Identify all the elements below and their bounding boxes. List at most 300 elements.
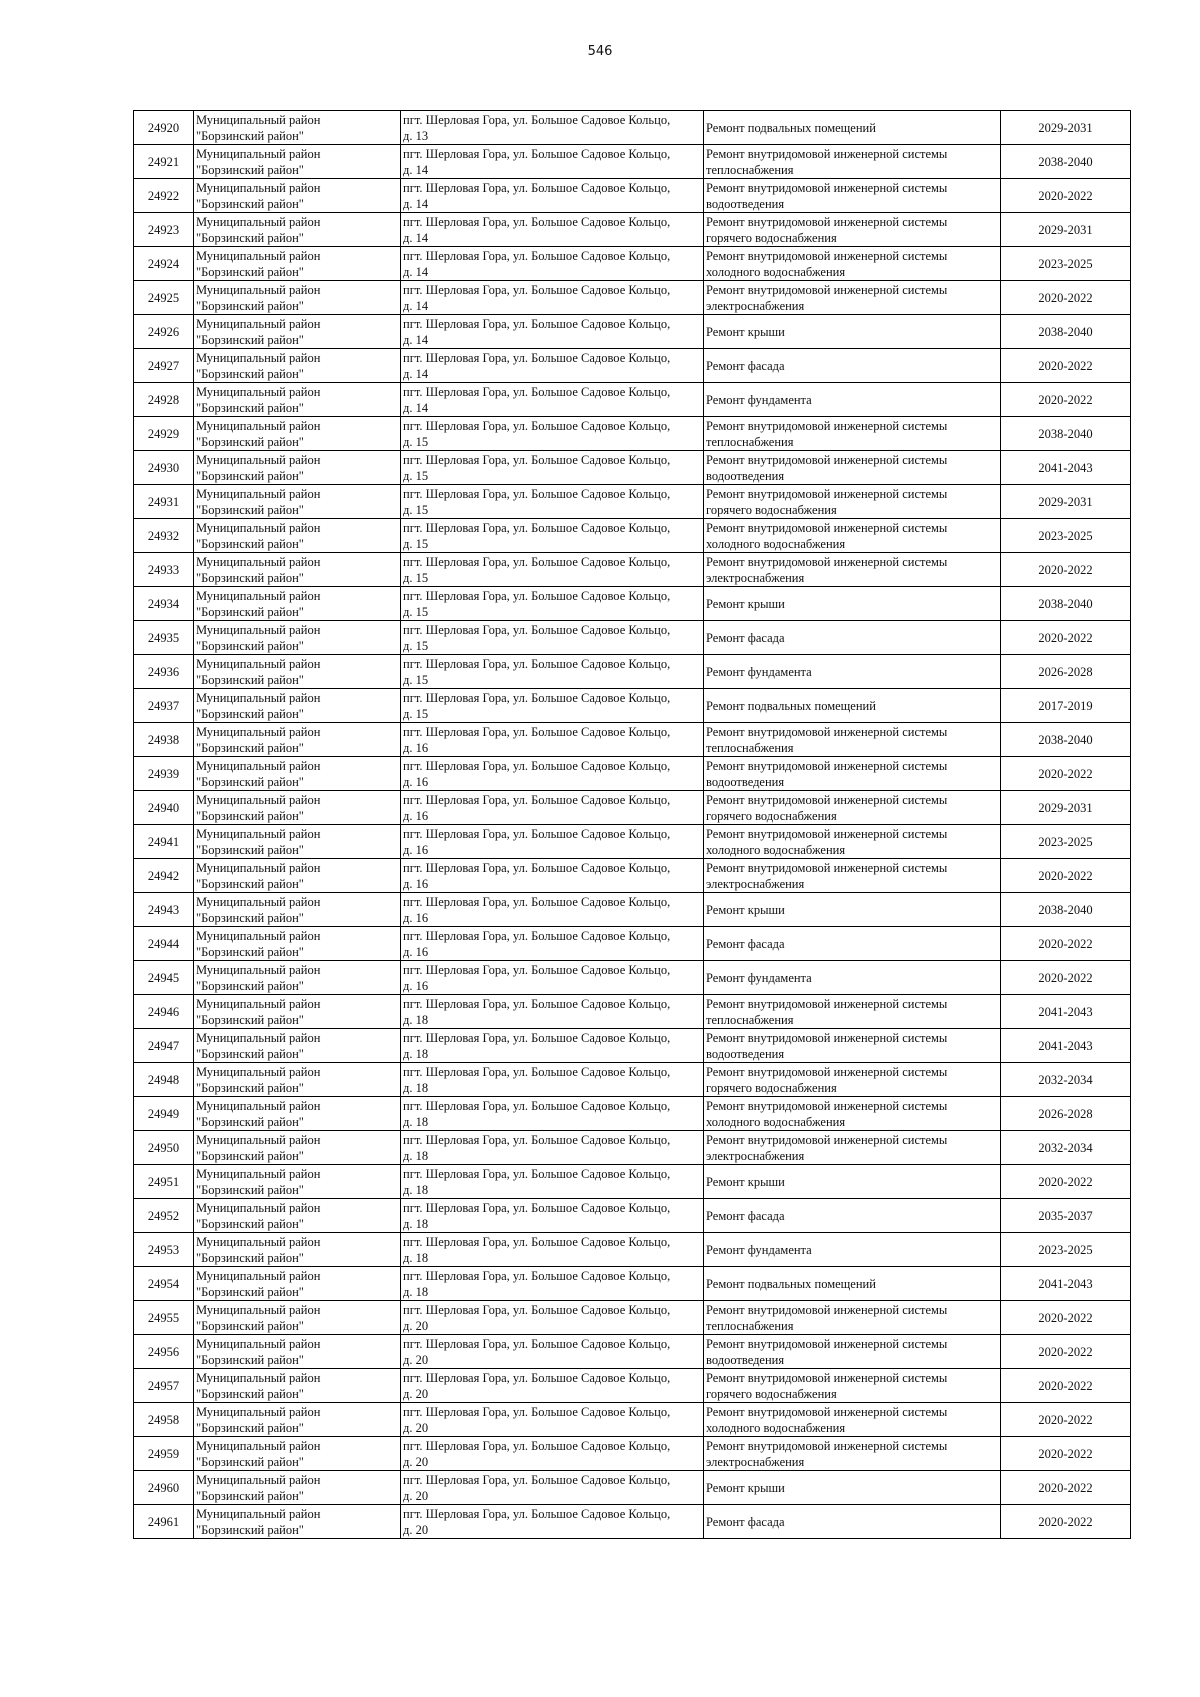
cell-municipality	[194, 859, 401, 893]
cell-address-line: пгт. Шерловая Гора, ул. Большое Садовое Кольцо,	[403, 146, 671, 161]
cell-municipality-line: "Борзинский район"	[196, 638, 304, 653]
cell-address-line: пгт. Шерловая Гора, ул. Большое Садовое Кольцо,	[403, 1370, 671, 1385]
cell-municipality-line: Муниципальный район	[196, 826, 321, 841]
cell-municipality-line: "Борзинский район"	[196, 468, 304, 483]
cell-municipality-line: Муниципальный район	[196, 112, 321, 127]
repair-schedule-table	[133, 110, 1131, 1539]
cell-address-line: пгт. Шерловая Гора, ул. Большое Садовое Кольцо,	[403, 554, 671, 569]
cell-work-type	[704, 723, 1001, 757]
cell-municipality-line: "Борзинский район"	[196, 808, 304, 823]
cell-address	[401, 1301, 704, 1335]
cell-work-type-line: Ремонт внутридомовой инженерной системы	[706, 1302, 948, 1317]
cell-period: 2026-2028	[1001, 1097, 1131, 1131]
cell-municipality	[194, 1267, 401, 1301]
cell-municipality-line: Муниципальный район	[196, 1030, 321, 1045]
cell-municipality	[194, 1471, 401, 1505]
cell-address-line: пгт. Шерловая Гора, ул. Большое Садовое Кольцо,	[403, 1132, 671, 1147]
cell-period: 2023-2025	[1001, 1233, 1131, 1267]
cell-record-number: 24952	[134, 1199, 194, 1233]
cell-record-number: 24934	[134, 587, 194, 621]
cell-record-number: 24935	[134, 621, 194, 655]
cell-work-type-line: Ремонт крыши	[706, 596, 785, 611]
cell-municipality	[194, 655, 401, 689]
cell-municipality	[194, 1199, 401, 1233]
cell-address-line: пгт. Шерловая Гора, ул. Большое Садовое Кольцо,	[403, 418, 671, 433]
table-row	[134, 1131, 1131, 1165]
cell-work-type-line: электроснабжения	[706, 1454, 805, 1469]
cell-municipality-line: "Борзинский район"	[196, 298, 304, 313]
table-row	[134, 1437, 1131, 1471]
cell-work-type-line: Ремонт фасада	[706, 936, 785, 951]
cell-work-type-line: Ремонт внутридомовой инженерной системы	[706, 146, 948, 161]
cell-work-type-line: водоотведения	[706, 1352, 785, 1367]
cell-municipality-line: Муниципальный район	[196, 724, 321, 739]
cell-work-type	[704, 927, 1001, 961]
cell-work-type-line: Ремонт подвальных помещений	[706, 120, 876, 135]
cell-period: 2029-2031	[1001, 791, 1131, 825]
cell-address-line: пгт. Шерловая Гора, ул. Большое Садовое Кольцо,	[403, 758, 671, 773]
cell-municipality-line: "Борзинский район"	[196, 706, 304, 721]
cell-address	[401, 1267, 704, 1301]
cell-record-number: 24929	[134, 417, 194, 451]
cell-record-number: 24932	[134, 519, 194, 553]
cell-municipality-line: "Борзинский район"	[196, 1454, 304, 1469]
cell-address-line: пгт. Шерловая Гора, ул. Большое Садовое Кольцо,	[403, 894, 671, 909]
table-row	[134, 1505, 1131, 1539]
table-body	[134, 111, 1131, 1539]
cell-municipality-line: "Борзинский район"	[196, 1522, 304, 1537]
cell-address	[401, 417, 704, 451]
cell-record-number: 24955	[134, 1301, 194, 1335]
cell-record-number: 24961	[134, 1505, 194, 1539]
cell-municipality-line: "Борзинский район"	[196, 1352, 304, 1367]
cell-record-number: 24936	[134, 655, 194, 689]
cell-address-line: д. 16	[403, 842, 429, 857]
cell-work-type-line: Ремонт внутридомовой инженерной системы	[706, 826, 948, 841]
cell-work-type-line: Ремонт крыши	[706, 324, 785, 339]
cell-municipality-line: "Борзинский район"	[196, 876, 304, 891]
cell-address-line: пгт. Шерловая Гора, ул. Большое Садовое Кольцо,	[403, 792, 671, 807]
cell-record-number: 24921	[134, 145, 194, 179]
cell-municipality-line: Муниципальный район	[196, 350, 321, 365]
cell-work-type	[704, 961, 1001, 995]
cell-municipality-line: Муниципальный район	[196, 758, 321, 773]
cell-municipality	[194, 791, 401, 825]
cell-municipality-line: "Борзинский район"	[196, 332, 304, 347]
cell-municipality	[194, 553, 401, 587]
cell-municipality-line: Муниципальный район	[196, 486, 321, 501]
cell-address-line: д. 18	[403, 1012, 429, 1027]
table-row	[134, 961, 1131, 995]
cell-work-type-line: Ремонт фасада	[706, 630, 785, 645]
cell-period: 2038-2040	[1001, 587, 1131, 621]
cell-address	[401, 1369, 704, 1403]
cell-period: 2032-2034	[1001, 1131, 1131, 1165]
cell-municipality-line: Муниципальный район	[196, 1166, 321, 1181]
cell-municipality-line: Муниципальный район	[196, 316, 321, 331]
cell-municipality-line: Муниципальный район	[196, 1370, 321, 1385]
cell-work-type	[704, 451, 1001, 485]
cell-municipality	[194, 281, 401, 315]
cell-period: 2026-2028	[1001, 655, 1131, 689]
table-row	[134, 1199, 1131, 1233]
cell-address-line: пгт. Шерловая Гора, ул. Большое Садовое Кольцо,	[403, 486, 671, 501]
cell-address	[401, 995, 704, 1029]
cell-municipality-line: Муниципальный район	[196, 520, 321, 535]
cell-work-type-line: Ремонт внутридомовой инженерной системы	[706, 860, 948, 875]
cell-municipality-line: Муниципальный район	[196, 792, 321, 807]
table-row	[134, 587, 1131, 621]
table-row	[134, 723, 1131, 757]
cell-work-type	[704, 587, 1001, 621]
cell-work-type-line: теплоснабжения	[706, 740, 794, 755]
table-row	[134, 825, 1131, 859]
cell-address-line: д. 14	[403, 162, 429, 177]
cell-address-line: д. 18	[403, 1046, 429, 1061]
cell-record-number: 24953	[134, 1233, 194, 1267]
table-row	[134, 893, 1131, 927]
cell-record-number: 24920	[134, 111, 194, 145]
cell-work-type-line: Ремонт внутридомовой инженерной системы	[706, 1132, 948, 1147]
cell-work-type-line: Ремонт внутридомовой инженерной системы	[706, 1404, 948, 1419]
cell-work-type	[704, 1471, 1001, 1505]
cell-municipality-line: "Борзинский район"	[196, 1386, 304, 1401]
table-row	[134, 553, 1131, 587]
cell-municipality	[194, 1301, 401, 1335]
cell-municipality-line: "Борзинский район"	[196, 842, 304, 857]
table-row	[134, 1233, 1131, 1267]
cell-work-type	[704, 1369, 1001, 1403]
cell-address	[401, 315, 704, 349]
cell-address	[401, 927, 704, 961]
cell-municipality-line: Муниципальный район	[196, 1200, 321, 1215]
cell-work-type	[704, 859, 1001, 893]
cell-municipality-line: "Борзинский район"	[196, 1148, 304, 1163]
cell-municipality-line: "Борзинский район"	[196, 1420, 304, 1435]
cell-record-number: 24927	[134, 349, 194, 383]
cell-address-line: пгт. Шерловая Гора, ул. Большое Садовое Кольцо,	[403, 996, 671, 1011]
cell-address-line: д. 16	[403, 740, 429, 755]
cell-municipality-line: Муниципальный район	[196, 1302, 321, 1317]
cell-address-line: пгт. Шерловая Гора, ул. Большое Садовое Кольцо,	[403, 622, 671, 637]
cell-record-number: 24954	[134, 1267, 194, 1301]
cell-address-line: пгт. Шерловая Гора, ул. Большое Садовое Кольцо,	[403, 1268, 671, 1283]
cell-address-line: д. 14	[403, 230, 429, 245]
cell-record-number: 24931	[134, 485, 194, 519]
cell-address	[401, 179, 704, 213]
cell-work-type	[704, 1029, 1001, 1063]
cell-municipality-line: Муниципальный район	[196, 146, 321, 161]
cell-address-line: д. 16	[403, 876, 429, 891]
cell-address	[401, 1471, 704, 1505]
cell-municipality	[194, 1097, 401, 1131]
cell-municipality-line: "Борзинский район"	[196, 1216, 304, 1231]
cell-municipality	[194, 995, 401, 1029]
cell-municipality-line: Муниципальный район	[196, 554, 321, 569]
cell-work-type-line: Ремонт внутридомовой инженерной системы	[706, 1336, 948, 1351]
cell-municipality-line: "Борзинский район"	[196, 162, 304, 177]
cell-address	[401, 1063, 704, 1097]
cell-period: 2020-2022	[1001, 1505, 1131, 1539]
table-row	[134, 859, 1131, 893]
cell-municipality-line: "Борзинский район"	[196, 1080, 304, 1095]
cell-address-line: д. 20	[403, 1420, 429, 1435]
cell-work-type	[704, 349, 1001, 383]
cell-municipality	[194, 1403, 401, 1437]
cell-period: 2023-2025	[1001, 247, 1131, 281]
cell-period: 2041-2043	[1001, 1267, 1131, 1301]
cell-municipality	[194, 1369, 401, 1403]
cell-municipality	[194, 1165, 401, 1199]
cell-work-type	[704, 655, 1001, 689]
cell-municipality-line: "Борзинский район"	[196, 672, 304, 687]
cell-address-line: пгт. Шерловая Гора, ул. Большое Садовое Кольцо,	[403, 826, 671, 841]
cell-work-type	[704, 621, 1001, 655]
cell-work-type-line: Ремонт внутридомовой инженерной системы	[706, 792, 948, 807]
cell-address	[401, 587, 704, 621]
cell-address-line: д. 18	[403, 1080, 429, 1095]
cell-address-line: пгт. Шерловая Гора, ул. Большое Садовое Кольцо,	[403, 452, 671, 467]
cell-work-type-line: Ремонт фасада	[706, 358, 785, 373]
cell-period: 2032-2034	[1001, 1063, 1131, 1097]
cell-municipality-line: Муниципальный район	[196, 1438, 321, 1453]
cell-municipality	[194, 417, 401, 451]
cell-work-type	[704, 145, 1001, 179]
cell-period: 2038-2040	[1001, 315, 1131, 349]
cell-period: 2020-2022	[1001, 757, 1131, 791]
cell-period: 2020-2022	[1001, 859, 1131, 893]
cell-work-type	[704, 757, 1001, 791]
cell-address-line: пгт. Шерловая Гора, ул. Большое Садовое Кольцо,	[403, 1472, 671, 1487]
cell-work-type-line: холодного водоснабжения	[706, 1420, 846, 1435]
cell-record-number: 24951	[134, 1165, 194, 1199]
table-row	[134, 1029, 1131, 1063]
cell-record-number: 24938	[134, 723, 194, 757]
cell-address-line: д. 14	[403, 366, 429, 381]
cell-period: 2038-2040	[1001, 417, 1131, 451]
cell-address-line: д. 14	[403, 332, 429, 347]
cell-work-type-line: Ремонт внутридомовой инженерной системы	[706, 996, 948, 1011]
cell-work-type-line: Ремонт крыши	[706, 1480, 785, 1495]
cell-record-number: 24928	[134, 383, 194, 417]
cell-municipality	[194, 1063, 401, 1097]
cell-address	[401, 145, 704, 179]
cell-work-type	[704, 315, 1001, 349]
cell-municipality	[194, 315, 401, 349]
cell-address	[401, 1335, 704, 1369]
cell-record-number: 24945	[134, 961, 194, 995]
cell-municipality	[194, 689, 401, 723]
cell-address-line: д. 15	[403, 536, 429, 551]
cell-record-number: 24947	[134, 1029, 194, 1063]
cell-address	[401, 1505, 704, 1539]
cell-municipality-line: Муниципальный район	[196, 1132, 321, 1147]
cell-municipality-line: Муниципальный район	[196, 1234, 321, 1249]
table-row	[134, 281, 1131, 315]
cell-address	[401, 961, 704, 995]
cell-address-line: пгт. Шерловая Гора, ул. Большое Садовое Кольцо,	[403, 1336, 671, 1351]
cell-work-type-line: Ремонт внутридомовой инженерной системы	[706, 1030, 948, 1045]
cell-work-type-line: электроснабжения	[706, 570, 805, 585]
page-number: 546	[587, 44, 613, 59]
cell-address-line: пгт. Шерловая Гора, ул. Большое Садовое Кольцо,	[403, 1438, 671, 1453]
cell-address	[401, 1233, 704, 1267]
cell-record-number: 24941	[134, 825, 194, 859]
cell-work-type-line: Ремонт внутридомовой инженерной системы	[706, 1064, 948, 1079]
cell-period: 2020-2022	[1001, 621, 1131, 655]
cell-address-line: д. 15	[403, 502, 429, 517]
cell-record-number: 24922	[134, 179, 194, 213]
cell-address-line: пгт. Шерловая Гора, ул. Большое Садовое Кольцо,	[403, 1302, 671, 1317]
cell-municipality	[194, 383, 401, 417]
cell-address-line: пгт. Шерловая Гора, ул. Большое Садовое Кольцо,	[403, 656, 671, 671]
cell-record-number: 24956	[134, 1335, 194, 1369]
cell-period: 2023-2025	[1001, 519, 1131, 553]
cell-period: 2020-2022	[1001, 281, 1131, 315]
cell-work-type-line: водоотведения	[706, 196, 785, 211]
cell-municipality	[194, 893, 401, 927]
cell-address-line: пгт. Шерловая Гора, ул. Большое Садовое Кольцо,	[403, 928, 671, 943]
table-row	[134, 1369, 1131, 1403]
cell-address-line: пгт. Шерловая Гора, ул. Большое Садовое Кольцо,	[403, 724, 671, 739]
cell-municipality-line: Муниципальный район	[196, 180, 321, 195]
cell-record-number: 24923	[134, 213, 194, 247]
cell-work-type-line: электроснабжения	[706, 1148, 805, 1163]
cell-work-type-line: Ремонт крыши	[706, 902, 785, 917]
cell-work-type	[704, 111, 1001, 145]
cell-work-type	[704, 213, 1001, 247]
cell-address-line: д. 15	[403, 638, 429, 653]
cell-address-line: д. 14	[403, 400, 429, 415]
table-row	[134, 791, 1131, 825]
cell-municipality-line: Муниципальный район	[196, 996, 321, 1011]
cell-municipality	[194, 1437, 401, 1471]
cell-work-type-line: Ремонт внутридомовой инженерной системы	[706, 520, 948, 535]
cell-municipality	[194, 723, 401, 757]
cell-address	[401, 383, 704, 417]
cell-address-line: пгт. Шерловая Гора, ул. Большое Садовое Кольцо,	[403, 1506, 671, 1521]
cell-work-type-line: Ремонт внутридомовой инженерной системы	[706, 1438, 948, 1453]
cell-period: 2023-2025	[1001, 825, 1131, 859]
cell-address-line: пгт. Шерловая Гора, ул. Большое Садовое Кольцо,	[403, 690, 671, 705]
cell-address	[401, 689, 704, 723]
cell-work-type	[704, 689, 1001, 723]
cell-period: 2020-2022	[1001, 1335, 1131, 1369]
cell-work-type	[704, 247, 1001, 281]
cell-municipality-line: "Борзинский район"	[196, 230, 304, 245]
cell-municipality-line: Муниципальный район	[196, 282, 321, 297]
cell-work-type	[704, 1403, 1001, 1437]
cell-address-line: д. 20	[403, 1386, 429, 1401]
cell-address-line: д. 20	[403, 1454, 429, 1469]
cell-work-type-line: Ремонт внутридомовой инженерной системы	[706, 418, 948, 433]
table-row	[134, 1267, 1131, 1301]
cell-address-line: пгт. Шерловая Гора, ул. Большое Садовое Кольцо,	[403, 316, 671, 331]
cell-address	[401, 519, 704, 553]
cell-address-line: пгт. Шерловая Гора, ул. Большое Садовое Кольцо,	[403, 1234, 671, 1249]
cell-record-number: 24926	[134, 315, 194, 349]
cell-address-line: д. 15	[403, 570, 429, 585]
cell-address-line: д. 16	[403, 774, 429, 789]
cell-work-type-line: Ремонт внутридомовой инженерной системы	[706, 1098, 948, 1113]
cell-address-line: д. 14	[403, 298, 429, 313]
cell-work-type	[704, 995, 1001, 1029]
cell-work-type-line: водоотведения	[706, 468, 785, 483]
cell-work-type	[704, 1199, 1001, 1233]
cell-address	[401, 349, 704, 383]
cell-municipality-line: Муниципальный район	[196, 418, 321, 433]
cell-address	[401, 1437, 704, 1471]
cell-address-line: пгт. Шерловая Гора, ул. Большое Садовое Кольцо,	[403, 962, 671, 977]
cell-address-line: д. 20	[403, 1318, 429, 1333]
cell-work-type	[704, 791, 1001, 825]
cell-municipality-line: "Борзинский район"	[196, 536, 304, 551]
cell-municipality-line: "Борзинский район"	[196, 1318, 304, 1333]
cell-municipality-line: Муниципальный район	[196, 622, 321, 637]
cell-address-line: д. 20	[403, 1522, 429, 1537]
cell-address	[401, 213, 704, 247]
cell-municipality	[194, 111, 401, 145]
cell-address-line: пгт. Шерловая Гора, ул. Большое Садовое Кольцо,	[403, 112, 671, 127]
cell-address-line: пгт. Шерловая Гора, ул. Большое Садовое Кольцо,	[403, 282, 671, 297]
cell-municipality-line: Муниципальный район	[196, 928, 321, 943]
cell-work-type-line: горячего водоснабжения	[706, 1386, 837, 1401]
cell-municipality	[194, 213, 401, 247]
cell-work-type-line: Ремонт фундамента	[706, 970, 812, 985]
cell-municipality	[194, 519, 401, 553]
cell-municipality-line: "Борзинский район"	[196, 400, 304, 415]
cell-municipality	[194, 1131, 401, 1165]
table-row	[134, 689, 1131, 723]
cell-period: 2020-2022	[1001, 1437, 1131, 1471]
cell-period: 2020-2022	[1001, 383, 1131, 417]
cell-period: 2020-2022	[1001, 179, 1131, 213]
cell-work-type-line: Ремонт внутридомовой инженерной системы	[706, 486, 948, 501]
cell-municipality-line: "Борзинский район"	[196, 434, 304, 449]
cell-address-line: пгт. Шерловая Гора, ул. Большое Садовое Кольцо,	[403, 1064, 671, 1079]
cell-municipality-line: Муниципальный район	[196, 690, 321, 705]
cell-work-type	[704, 1233, 1001, 1267]
cell-municipality-line: Муниципальный район	[196, 1268, 321, 1283]
cell-work-type-line: теплоснабжения	[706, 162, 794, 177]
cell-work-type	[704, 1505, 1001, 1539]
cell-period: 2020-2022	[1001, 1369, 1131, 1403]
cell-work-type-line: Ремонт внутридомовой инженерной системы	[706, 1370, 948, 1385]
cell-work-type-line: Ремонт внутридомовой инженерной системы	[706, 248, 948, 263]
cell-period: 2017-2019	[1001, 689, 1131, 723]
cell-municipality	[194, 621, 401, 655]
cell-work-type	[704, 485, 1001, 519]
cell-work-type-line: Ремонт внутридомовой инженерной системы	[706, 554, 948, 569]
cell-municipality-line: "Борзинский район"	[196, 1182, 304, 1197]
cell-record-number: 24942	[134, 859, 194, 893]
table-row	[134, 1403, 1131, 1437]
cell-work-type-line: электроснабжения	[706, 876, 805, 891]
cell-work-type-line: теплоснабжения	[706, 434, 794, 449]
cell-municipality	[194, 587, 401, 621]
cell-municipality-line: Муниципальный район	[196, 1064, 321, 1079]
cell-address-line: д. 13	[403, 128, 429, 143]
cell-period: 2020-2022	[1001, 961, 1131, 995]
cell-period: 2038-2040	[1001, 145, 1131, 179]
cell-municipality-line: Муниципальный район	[196, 860, 321, 875]
cell-work-type-line: Ремонт подвальных помещений	[706, 1276, 876, 1291]
cell-address-line: д. 16	[403, 808, 429, 823]
cell-record-number: 24943	[134, 893, 194, 927]
cell-record-number: 24937	[134, 689, 194, 723]
cell-address	[401, 621, 704, 655]
cell-record-number: 24960	[134, 1471, 194, 1505]
